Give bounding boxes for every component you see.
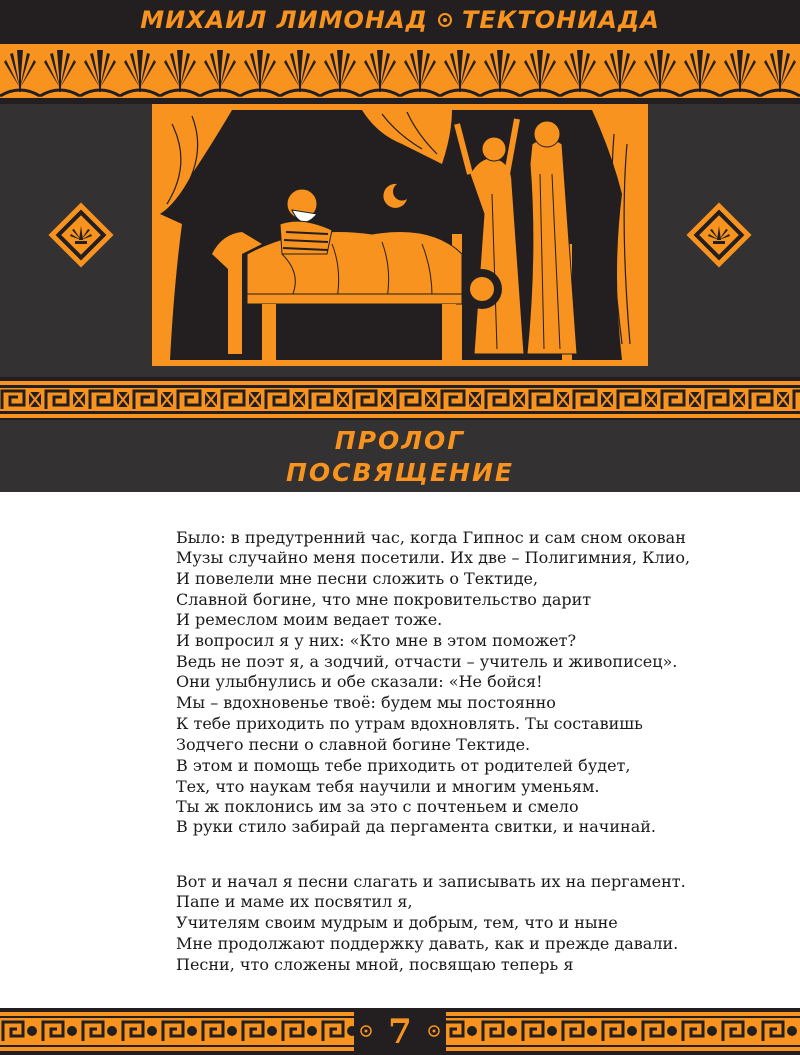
poem-line: Мы – вдохновенье твоё: будем мы постоянно xyxy=(176,693,556,712)
poem-line: Было: в предутренний час, когда Гипнос и сам сном окован xyxy=(176,528,686,547)
palmette-tile-left-icon xyxy=(46,200,116,270)
poem-line: Ведь не поэт я, а зодчий, отчасти – учитель и живописец». xyxy=(176,652,678,671)
poem-line: Они улыбнулись и обе сказали: «Не бойся! xyxy=(176,672,543,691)
poem-line: Зодчего песни о славной богине Тектиде. xyxy=(176,735,531,754)
section-title: ПРОЛОГ xyxy=(334,426,466,455)
poem-line: И вопросил я у них: «Кто мне в этом поможет? xyxy=(176,631,577,650)
poem-line: Мне продолжают поддержку давать, как и прежде давали. xyxy=(176,934,679,953)
poem-line: И ремеслом моим ведает тоже. xyxy=(176,610,443,629)
palmette-tile-right-icon xyxy=(684,200,754,270)
palmette-frieze xyxy=(0,40,800,104)
poem-line: И повелели мне песни сложить о Тектиде, xyxy=(176,569,539,588)
poem-line: Славной богине, что мне покровительство дарит xyxy=(176,590,592,609)
circle-separator-icon xyxy=(438,13,452,27)
vase-painting-illustration xyxy=(152,104,648,366)
poem-line: Песни, что сложены мной, посвящаю теперь я xyxy=(176,955,574,974)
poem-line: В руки стило забирай да пергамента свитки, и начинай. xyxy=(176,817,656,836)
poem-line: Музы случайно меня посетили. Их две – Полигимния, Клио, xyxy=(176,548,691,567)
meander-frieze xyxy=(0,377,800,422)
poem-line: Ты ж поклонись им за это с почтеньем и смело xyxy=(176,797,579,816)
header-title xyxy=(0,4,800,36)
poem-line: Папе и маме их посвятил я, xyxy=(176,892,413,911)
poem-line: Тех, что наукам тебя научили и многим уменьям. xyxy=(176,777,600,796)
page-number: 7 xyxy=(388,1012,412,1052)
poem-line: Учителям своим мудрым и добрым, тем, что и ныне xyxy=(176,913,618,932)
poem-line: Вот и начал я песни слагать и записывать их на пергамент. xyxy=(176,872,686,891)
poem-line: В этом и помощь тебе приходить от родителей будет, xyxy=(176,756,631,775)
poem-line: К тебе приходить по утрам вдохновлять. Ты составишь xyxy=(176,714,643,733)
author-name: МИХАИЛ ЛИМОНАД xyxy=(140,6,428,34)
book-title: ТЕКТОНИАДА xyxy=(461,6,660,34)
section-subtitle: ПОСВЯЩЕНИЕ xyxy=(286,458,514,487)
